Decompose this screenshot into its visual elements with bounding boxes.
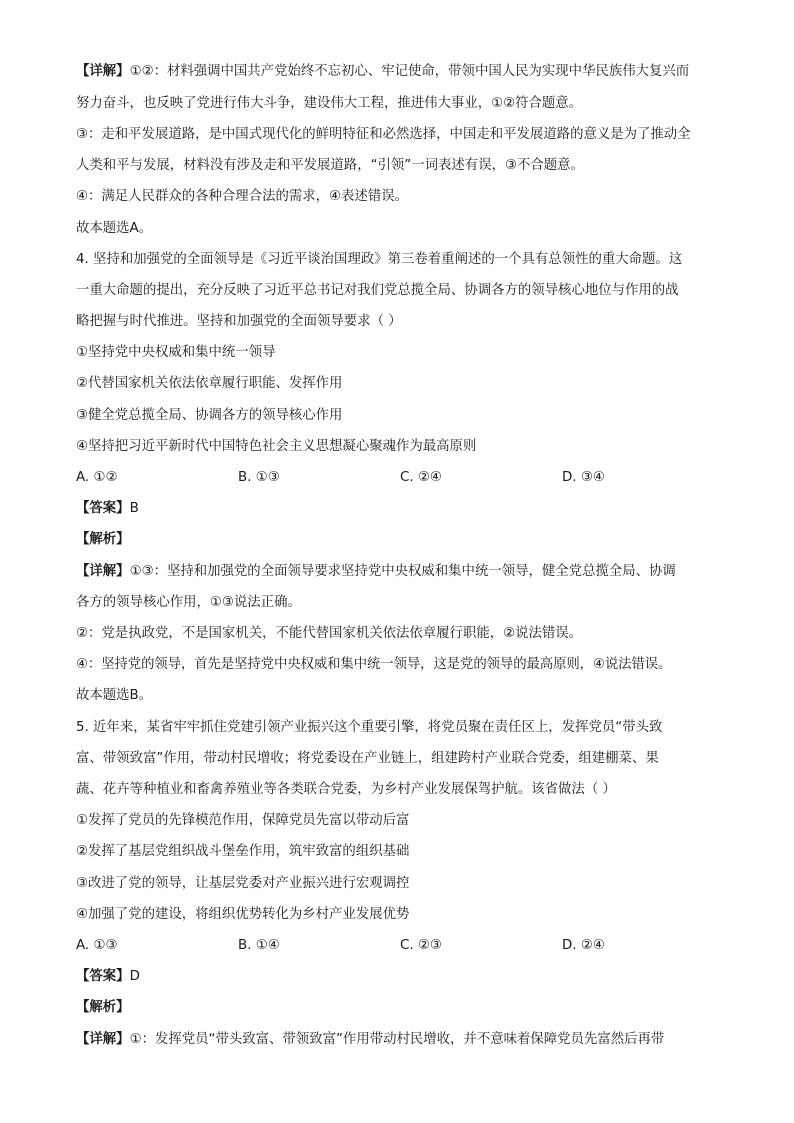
q3-detail-line-4: 人类和平与发展，材料没有涉及走和平发展道路，“引领”一词表述有误，③不合题意。	[76, 158, 584, 173]
q4-answer	[76, 499, 726, 519]
q4-option-a: A. ①②	[76, 470, 118, 485]
q5-item-4: ④加强了党的建设，将组织优势转化为乡村产业发展优势	[76, 907, 410, 922]
q5-detail-text: ①：发挥党员“带头致富、带领致富”作用带动村民增收，并不意味着保障党员先富然后再带	[129, 1032, 665, 1047]
q4-detail-line-3: ②：党是执政党，不是国家机关，不能代替国家机关依法依章履行职能，②说法错误。	[76, 626, 583, 641]
q5-stem-line-1: 5. 近年来，某省牢牢抓住党建引领产业振兴这个重要引擎，将党员聚在责任区上，发挥党员“带头致	[76, 720, 663, 735]
q5-item-3: ③改进了党的领导，让基层党委对产业振兴进行宏观调控	[76, 876, 410, 891]
q4-option-d: D. ③④	[562, 470, 605, 485]
q5-answer-value: D	[129, 969, 140, 984]
q4-stem-line-2: 一重大命题的提出，充分反映了习近平总书记对我们党总揽全局、协调各方的领导核心地位与作用的战	[76, 283, 679, 298]
q3-detail-text: ①②：材料强调中国共产党始终不忘初心、牢记使命，带领中国人民为实现中华民族伟大复兴而	[129, 64, 690, 79]
q4-conclusion: 故本题选B。	[76, 688, 153, 703]
q5-detail-line-1	[76, 1030, 726, 1050]
answer-tag: 【答案】	[76, 501, 130, 516]
answer-tag: 【答案】	[76, 969, 130, 984]
q3-detail-line-3: ③：走和平发展道路，是中国式现代化的鲜明特征和必然选择，中国走和平发展道路的意义是为了推动全	[76, 127, 691, 142]
q5-item-2: ②发挥了基层党组织战斗堡垒作用，筑牢致富的组织基础	[76, 844, 410, 859]
q4-item-1: ①坚持党中央权威和集中统一领导	[76, 345, 276, 360]
q3-detail-line-2: 努力奋斗，也反映了党进行伟大斗争，建设伟大工程，推进伟大事业，①②符合题意。	[76, 96, 583, 111]
q3-conclusion: 故本题选A。	[76, 221, 153, 236]
detail-tag: 【详解】	[76, 1032, 130, 1047]
analysis-tag: 【解析】	[76, 532, 130, 547]
detail-tag: 【详解】	[76, 564, 130, 579]
q5-analysis-heading	[76, 998, 726, 1018]
q4-stem-line-3: 略把握与时代推进。坚持和加强党的全面领导要求（ ）	[76, 314, 402, 329]
q4-options	[76, 468, 726, 488]
q5-option-a: A. ①③	[76, 938, 118, 953]
analysis-tag: 【解析】	[76, 1000, 130, 1015]
q4-stem-line-1: 4. 坚持和加强党的全面领导是《习近平谈治国理政》第三卷着重阐述的一个具有总领性的重大命题。这	[76, 252, 683, 267]
detail-tag: 【详解】	[76, 64, 130, 79]
q4-item-2: ②代替国家机关依法依章履行职能、发挥作用	[76, 376, 343, 391]
q5-item-1: ①发挥了党员的先锋模范作用，保障党员先富以带动后富	[76, 813, 410, 828]
q4-detail-line-4: ④：坚持党的领导，首先是坚持党中央权威和集中统一领导，这是党的领导的最高原则，④说法错误。	[76, 657, 672, 672]
q5-stem-line-3: 蔬、花卉等种植业和畜禽养殖业等各类联合党委，为乡村产业发展保驾护航。该省做法（ ）	[76, 782, 616, 797]
q4-analysis-heading	[76, 530, 726, 550]
q5-option-c: C. ②③	[400, 938, 442, 953]
q4-item-4: ④坚持把习近平新时代中国特色社会主义思想凝心聚魂作为最高原则	[76, 439, 477, 454]
q3-detail-line-5: ④：满足人民群众的各种合理合法的需求，④表述错误。	[76, 189, 408, 204]
q4-option-b: B. ①③	[238, 470, 280, 485]
q5-stem-line-2: 富、带领致富”作用，带动村民增收；将党委设在产业链上，组建跨村产业联合党委，组建棚菜、果	[76, 751, 659, 766]
q4-option-c: C. ②④	[400, 470, 442, 485]
q5-answer	[76, 967, 726, 987]
q4-answer-value: B	[129, 501, 139, 516]
q5-options	[76, 936, 726, 956]
q5-option-b: B. ①④	[238, 938, 280, 953]
q5-option-d: D. ②④	[562, 938, 605, 953]
q3-detail-line-1	[76, 62, 726, 82]
q4-item-3: ③健全党总揽全局、协调各方的领导核心作用	[76, 408, 343, 423]
q4-detail-line-2: 各方的领导核心作用，①③说法正确。	[76, 595, 301, 610]
q4-detail-text: ①③：坚持和加强党的全面领导要求坚持党中央权威和集中统一领导，健全党总揽全局、协调	[129, 564, 676, 579]
q4-detail-line-1	[76, 562, 726, 582]
